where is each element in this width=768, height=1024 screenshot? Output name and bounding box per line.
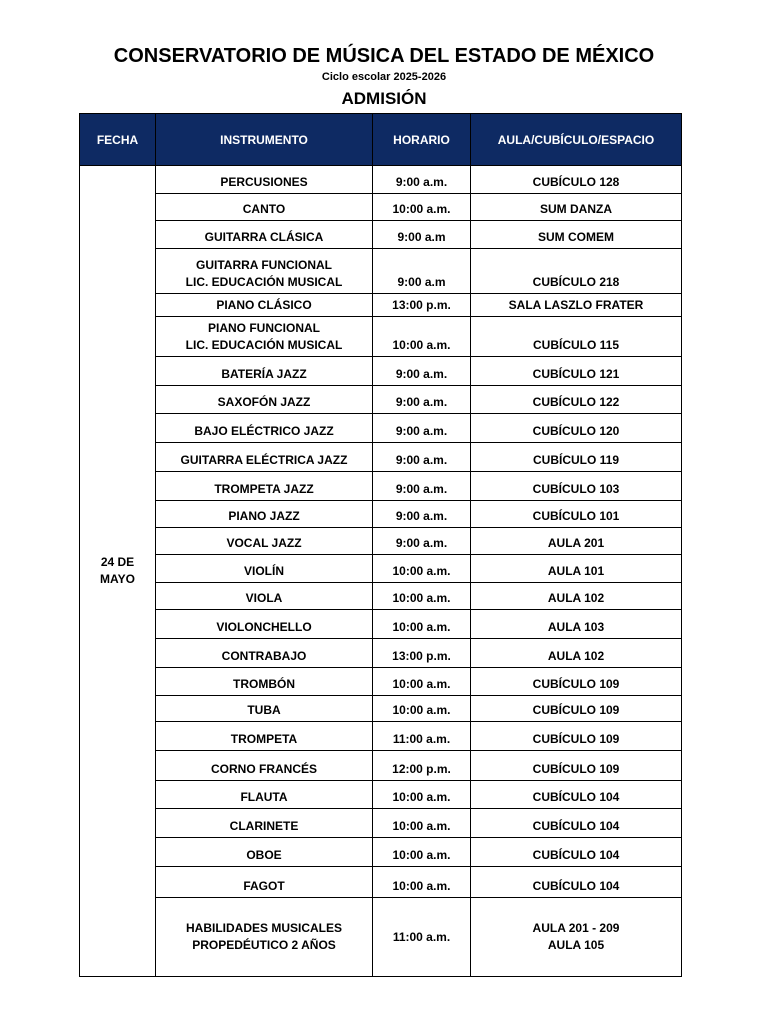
page-title: CONSERVATORIO DE MÚSICA DEL ESTADO DE MÉXICO: [113, 45, 655, 67]
instrumento-line: VIOLA: [245, 591, 283, 605]
table-row: [80, 668, 682, 696]
aula-line: AULA 105: [547, 938, 605, 952]
table-row: [80, 166, 682, 194]
aula-line: CUBÍCULO 109: [532, 677, 620, 691]
instrumento-line: PIANO JAZZ: [228, 509, 300, 523]
table-row: [80, 414, 682, 443]
table-row: [80, 722, 682, 751]
admission-schedule-table: [79, 113, 682, 977]
instrumento-cell: [156, 249, 373, 294]
aula-line: AULA 201: [547, 536, 605, 550]
instrumento-line: CONTRABAJO: [221, 649, 307, 663]
instrumento-cell: [156, 317, 373, 357]
table-row: [80, 294, 682, 317]
aula-cell: [471, 528, 682, 555]
aula-line: AULA 102: [547, 649, 605, 663]
aula-line: CUBÍCULO 104: [532, 790, 620, 804]
aula-cell: [471, 722, 682, 751]
instrumento-cell: [156, 386, 373, 414]
aula-cell: [471, 555, 682, 583]
aula-line: CUBÍCULO 120: [532, 424, 620, 438]
horario-cell: 10:00 a.m.: [373, 809, 471, 838]
instrumento-line: TROMBÓN: [233, 677, 295, 691]
horario-cell: 10:00 a.m.: [373, 781, 471, 809]
table-row: [80, 501, 682, 528]
table-row: [80, 555, 682, 583]
table-row: [80, 583, 682, 610]
aula-cell: [471, 898, 682, 977]
table-row: [80, 528, 682, 555]
instrumento-line: OBOE: [246, 848, 282, 862]
instrumento-line: BAJO ELÉCTRICO JAZZ: [194, 424, 334, 438]
instrumento-cell: [156, 809, 373, 838]
instrumento-line: PROPEDÉUTICO 2 AÑOS: [192, 938, 336, 952]
instrumento-line: TROMPETA: [230, 732, 298, 746]
table-row: [80, 898, 682, 977]
column-header-aula: AULA/CUBÍCULO/ESPACIO: [471, 114, 682, 166]
instrumento-line: VIOLÍN: [243, 564, 284, 578]
aula-cell: [471, 414, 682, 443]
aula-line: AULA 101: [547, 564, 605, 578]
instrumento-line: PIANO FUNCIONAL: [208, 321, 320, 335]
fecha-line: 24 DE: [100, 555, 135, 569]
aula-line: CUBÍCULO 109: [532, 732, 620, 746]
instrumento-cell: [156, 668, 373, 696]
aula-cell: [471, 838, 682, 867]
instrumento-line: HABILIDADES MUSICALES: [185, 921, 342, 935]
instrumento-cell: [156, 610, 373, 639]
instrumento-line: FAGOT: [243, 879, 285, 893]
horario-cell: 10:00 a.m.: [373, 867, 471, 898]
horario-cell: 10:00 a.m.: [373, 838, 471, 867]
school-year: Ciclo escolar 2025-2026: [321, 71, 447, 83]
instrumento-cell: [156, 781, 373, 809]
instrumento-line: CANTO: [242, 202, 286, 216]
aula-cell: [471, 472, 682, 501]
aula-line: CUBÍCULO 101: [532, 509, 620, 523]
table-header-row: [80, 114, 682, 166]
instrumento-cell: [156, 555, 373, 583]
aula-cell: [471, 501, 682, 528]
table-row: [80, 751, 682, 781]
table-row: [80, 443, 682, 472]
instrumento-cell: [156, 501, 373, 528]
horario-cell: 10:00 a.m.: [373, 696, 471, 722]
aula-cell: [471, 357, 682, 386]
aula-line: SUM DANZA: [540, 202, 612, 216]
horario-cell: 10:00 a.m.: [373, 194, 471, 221]
horario-cell: 9:00 a.m: [373, 249, 471, 294]
instrumento-cell: [156, 166, 373, 194]
instrumento-line: GUITARRA ELÉCTRICA JAZZ: [180, 453, 348, 467]
aula-line: CUBÍCULO 109: [532, 762, 620, 776]
aula-cell: [471, 194, 682, 221]
horario-cell: 10:00 a.m.: [373, 610, 471, 639]
instrumento-cell: [156, 867, 373, 898]
instrumento-line: GUITARRA CLÁSICA: [204, 230, 324, 244]
aula-cell: [471, 809, 682, 838]
fecha-line: MAYO: [100, 572, 135, 586]
instrumento-cell: [156, 583, 373, 610]
instrumento-line: BATERÍA JAZZ: [221, 367, 307, 381]
instrumento-line: TROMPETA JAZZ: [214, 482, 314, 496]
aula-cell: [471, 166, 682, 194]
fecha-cell: [80, 166, 156, 977]
table-row: [80, 809, 682, 838]
table-row: [80, 221, 682, 249]
horario-cell: 9:00 a.m.: [373, 472, 471, 501]
horario-cell: 9:00 a.m.: [373, 357, 471, 386]
table-row: [80, 472, 682, 501]
aula-line: CUBÍCULO 122: [532, 395, 620, 409]
table-row: [80, 867, 682, 898]
aula-line: CUBÍCULO 119: [532, 453, 620, 467]
table-row: [80, 317, 682, 357]
instrumento-cell: [156, 194, 373, 221]
instrumento-cell: [156, 898, 373, 977]
instrumento-line: LIC. EDUCACIÓN MUSICAL: [185, 275, 343, 289]
aula-line: CUBÍCULO 218: [532, 275, 620, 289]
horario-cell: 10:00 a.m.: [373, 317, 471, 357]
horario-cell: 11:00 a.m.: [373, 898, 471, 977]
aula-cell: [471, 221, 682, 249]
instrumento-cell: [156, 639, 373, 668]
instrumento-line: SAXOFÓN JAZZ: [217, 395, 311, 409]
horario-cell: 10:00 a.m.: [373, 583, 471, 610]
aula-cell: [471, 781, 682, 809]
aula-cell: [471, 696, 682, 722]
horario-cell: 9:00 a.m.: [373, 528, 471, 555]
table-row: [80, 696, 682, 722]
instrumento-cell: [156, 472, 373, 501]
instrumento-cell: [156, 528, 373, 555]
aula-line: CUBÍCULO 103: [532, 482, 620, 496]
aula-cell: [471, 583, 682, 610]
table-row: [80, 639, 682, 668]
instrumento-cell: [156, 443, 373, 472]
aula-cell: [471, 610, 682, 639]
instrumento-line: LIC. EDUCACIÓN MUSICAL: [185, 338, 343, 352]
aula-line: AULA 201 - 209: [532, 921, 620, 935]
aula-line: CUBÍCULO 104: [532, 848, 620, 862]
instrumento-cell: [156, 751, 373, 781]
aula-cell: [471, 639, 682, 668]
aula-cell: [471, 668, 682, 696]
aula-cell: [471, 317, 682, 357]
aula-cell: [471, 249, 682, 294]
instrumento-line: CLARINETE: [229, 819, 299, 833]
table-row: [80, 610, 682, 639]
table-row: [80, 249, 682, 294]
aula-line: CUBÍCULO 115: [532, 338, 620, 352]
horario-cell: 10:00 a.m.: [373, 668, 471, 696]
table-row: [80, 194, 682, 221]
instrumento-cell: [156, 357, 373, 386]
column-header-instrumento: INSTRUMENTO: [156, 114, 373, 166]
horario-cell: 9:00 a.m.: [373, 166, 471, 194]
horario-cell: 9:00 a.m.: [373, 501, 471, 528]
table-row: [80, 781, 682, 809]
horario-cell: 9:00 a.m.: [373, 414, 471, 443]
horario-cell: 10:00 a.m.: [373, 555, 471, 583]
instrumento-cell: [156, 696, 373, 722]
aula-line: CUBÍCULO 109: [532, 703, 620, 717]
instrumento-line: CORNO FRANCÉS: [210, 762, 317, 776]
table-body: [80, 166, 682, 977]
instrumento-cell: [156, 722, 373, 751]
instrumento-cell: [156, 838, 373, 867]
horario-cell: 9:00 a.m: [373, 221, 471, 249]
aula-line: AULA 103: [547, 620, 605, 634]
instrumento-line: PIANO CLÁSICO: [216, 298, 312, 312]
aula-line: SUM COMEM: [538, 230, 614, 244]
instrumento-cell: [156, 414, 373, 443]
aula-line: AULA 102: [547, 591, 605, 605]
horario-cell: 13:00 p.m.: [373, 639, 471, 668]
section-title: ADMISIÓN: [341, 89, 427, 108]
aula-line: CUBÍCULO 104: [532, 879, 620, 893]
horario-cell: 9:00 a.m.: [373, 386, 471, 414]
column-header-fecha: FECHA: [80, 114, 156, 166]
aula-line: CUBÍCULO 104: [532, 819, 620, 833]
aula-cell: [471, 386, 682, 414]
aula-line: CUBÍCULO 128: [532, 175, 620, 189]
instrumento-line: GUITARRA FUNCIONAL: [196, 258, 332, 272]
aula-line: SALA LASZLO FRATER: [508, 298, 644, 312]
horario-cell: 13:00 p.m.: [373, 294, 471, 317]
horario-cell: 11:00 a.m.: [373, 722, 471, 751]
instrumento-line: FLAUTA: [240, 790, 288, 804]
table-row: [80, 357, 682, 386]
instrumento-cell: [156, 294, 373, 317]
instrumento-cell: [156, 221, 373, 249]
column-header-horario: HORARIO: [373, 114, 471, 166]
aula-cell: [471, 443, 682, 472]
aula-line: CUBÍCULO 121: [532, 367, 620, 381]
aula-cell: [471, 751, 682, 781]
horario-cell: 9:00 a.m.: [373, 443, 471, 472]
aula-cell: [471, 294, 682, 317]
instrumento-line: PERCUSIONES: [220, 175, 308, 189]
instrumento-line: TUBA: [247, 703, 281, 717]
instrumento-line: VIOLONCHELLO: [216, 620, 312, 634]
aula-cell: [471, 867, 682, 898]
instrumento-line: VOCAL JAZZ: [226, 536, 302, 550]
horario-cell: 12:00 p.m.: [373, 751, 471, 781]
table-row: [80, 386, 682, 414]
table-row: [80, 838, 682, 867]
